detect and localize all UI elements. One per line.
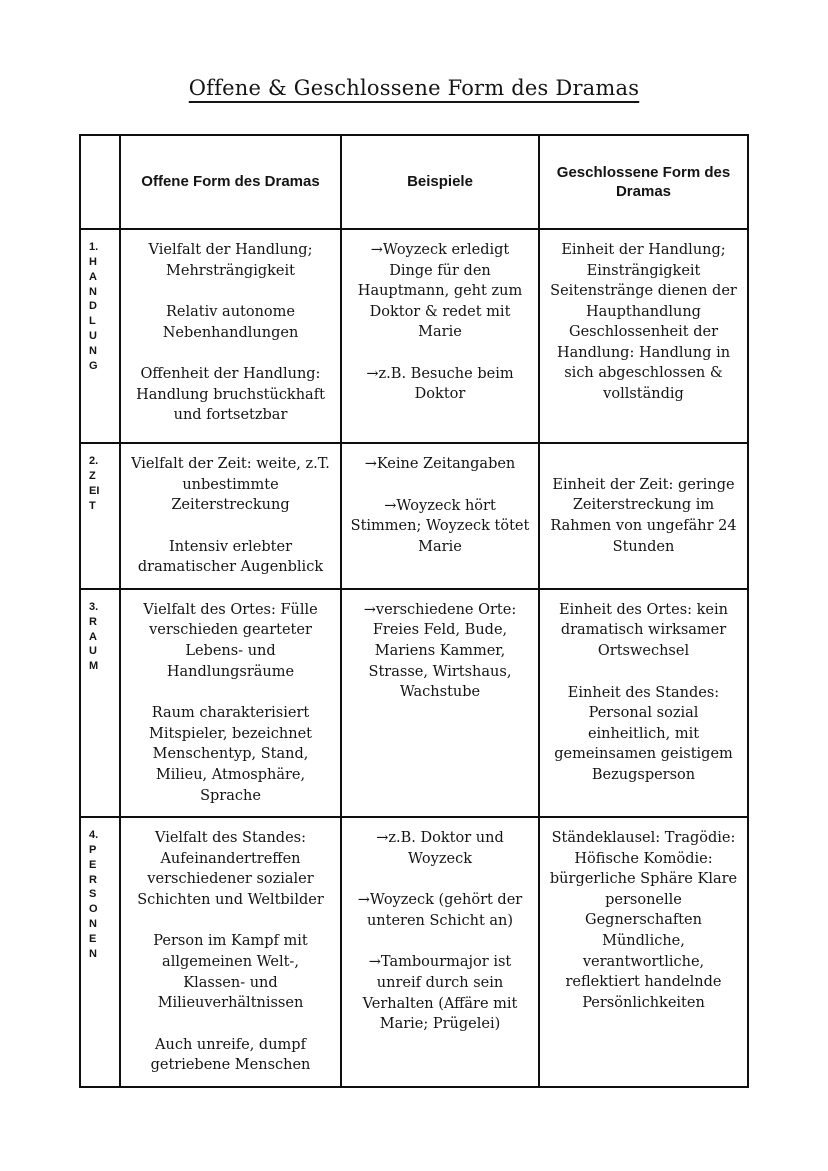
text-paragraph: Einheit der Zeit: geringe Zeiterstreckung im Rahmen von ungefähr 24 Stunden — [550, 476, 737, 555]
row-label-cell-zeit — [80, 443, 120, 589]
row-label-cell-raum — [80, 589, 120, 817]
text-paragraph: →z.B. Doktor und Woyzeck — [376, 830, 504, 867]
row-label: HANDLUNG — [89, 255, 98, 372]
header-row — [80, 135, 748, 229]
row-label: ZEIT — [89, 469, 100, 512]
text-paragraph: Vielfalt der Handlung; Mehrsträngigkeit — [148, 242, 313, 279]
cell-closed-personen — [539, 817, 748, 1087]
cell-closed-handlung — [539, 229, 748, 443]
page-title: Offene & Geschlossene Form des Dramas — [188, 76, 640, 100]
table-row-zeit — [80, 443, 748, 589]
row-number: 2. — [89, 455, 99, 467]
header-open-form: Offene Form des Dramas — [120, 135, 341, 229]
text-paragraph: Auch unreife, dumpf getriebene Menschen — [150, 1036, 311, 1074]
text-paragraph: Person im Kampf mit allgemeinen Welt-, Klassen- und Milieuverhältnissen — [153, 933, 308, 1012]
row-number: 1. — [89, 241, 99, 253]
text-paragraph: →Tambourmajor ist unreif durch sein Verhalten (Affäre mit Marie; Prügelei) — [362, 954, 518, 1033]
cell-examples-zeit — [341, 443, 539, 589]
text-paragraph: Einheit des Ortes: kein dramatisch wirksamer Ortswechsel — [559, 601, 728, 660]
cell-examples-personen — [341, 817, 539, 1087]
cell-examples-handlung — [341, 229, 539, 443]
text-paragraph: →Woyzeck hört Stimmen; Woyzeck tötet Marie — [350, 497, 530, 555]
text-paragraph: Relativ autonome Nebenhandlungen — [162, 304, 299, 341]
table-row-handlung — [80, 229, 748, 443]
text-paragraph: Vielfalt der Zeit: weite, z.T. unbestimmte Zeiterstreckung — [131, 456, 330, 514]
header-closed-form: Geschlossene Form des Dramas — [539, 135, 748, 229]
row-label: PERSONEN — [89, 843, 98, 960]
table-row-personen — [80, 817, 748, 1087]
text-paragraph: Einheit des Standes: Personal sozial einheitlich, mit gemeinsamen geistigem Bezugsperson — [554, 684, 733, 783]
row-label: RAUM — [89, 615, 99, 673]
table-row-raum — [80, 589, 748, 817]
text-paragraph: →z.B. Besuche beim Doktor — [366, 365, 514, 403]
cell-open-handlung — [120, 229, 341, 443]
text-paragraph: Ständeklausel: Tragödie: Höfische Komödie: bürgerliche Sphäre Klare personelle Gegnerschaften Mündliche, verantwortliche, reflektiert handelnde Persönlichkeiten — [549, 830, 738, 1011]
row-label-cell-personen — [80, 817, 120, 1087]
text-paragraph: →Woyzeck erledigt Dinge für den Hauptmann, geht zum Doktor & redet mit Marie — [357, 242, 523, 341]
header-empty-cell — [80, 135, 120, 229]
cell-open-raum — [120, 589, 341, 817]
text-paragraph: →Woyzeck (gehört der unteren Schicht an) — [357, 892, 523, 929]
text-paragraph: Intensiv erlebter dramatischer Augenblick — [137, 538, 324, 576]
text-paragraph: →Keine Zeitangaben — [364, 456, 516, 472]
row-number: 3. — [89, 600, 99, 613]
cell-examples-raum — [341, 589, 539, 817]
text-paragraph: Vielfalt des Standes: Aufeinandertreffen verschiedener sozialer Schichten und Weltbilder — [137, 830, 324, 908]
cell-open-personen — [120, 817, 341, 1087]
cell-closed-raum — [539, 589, 748, 817]
text-paragraph: →verschiedene Orte: Freies Feld, Bude, Mariens Kammer, Strasse, Wirtshaus, Wachstube — [363, 601, 517, 701]
cell-open-zeit — [120, 443, 341, 589]
cell-closed-zeit — [539, 443, 748, 589]
row-label-cell-handlung — [80, 229, 120, 443]
text-paragraph: Offenheit der Handlung: Handlung bruchstückhaft und fortsetzbar — [136, 366, 325, 424]
row-number: 4. — [89, 829, 99, 842]
text-paragraph: Einheit der Handlung; Einsträngigkeit Seitenstränge dienen der Haupthandlung Geschlossenheit der Handlung: Handlung in sich abgeschlossen & vollständig — [550, 242, 737, 403]
text-paragraph: Vielfalt des Ortes: Fülle verschieden gearteter Lebens- und Handlungsräume — [143, 601, 318, 680]
header-beispiele: Beispiele — [341, 135, 539, 229]
text-paragraph: Raum charakterisiert Mitspieler, bezeichnet Menschentyp, Stand, Milieu, Atmosphäre, Sprache — [149, 705, 312, 804]
comparison-table — [79, 134, 749, 1088]
